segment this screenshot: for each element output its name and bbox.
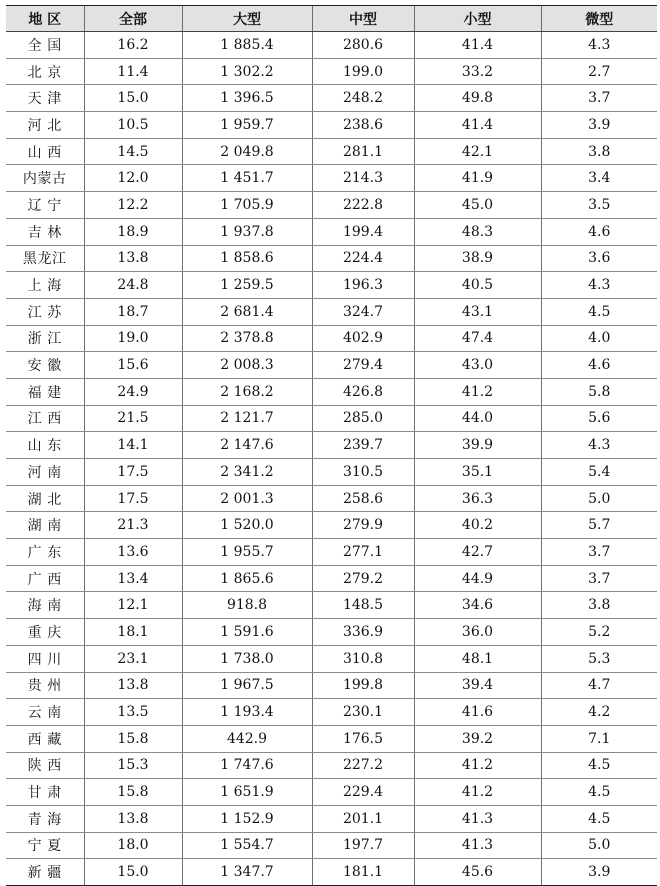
cell-region: 新 疆 [6, 859, 84, 886]
cell-all: 24.9 [84, 378, 182, 405]
table-row [6, 485, 657, 512]
cell-large: 2 147.6 [182, 432, 312, 459]
cell-large: 1 302.2 [182, 58, 312, 85]
cell-large: 1 967.5 [182, 672, 312, 699]
cell-medium: 196.3 [312, 272, 414, 299]
cell-medium: 238.6 [312, 112, 414, 139]
cell-medium: 227.2 [312, 752, 414, 779]
cell-all: 16.2 [84, 32, 182, 59]
cell-micro: 5.7 [541, 512, 657, 539]
cell-all: 18.9 [84, 218, 182, 245]
cell-micro: 4.5 [541, 805, 657, 832]
cell-region: 吉 林 [6, 218, 84, 245]
cell-large: 1 959.7 [182, 112, 312, 139]
table-row [6, 298, 657, 325]
cell-all: 15.0 [84, 85, 182, 112]
cell-micro: 4.3 [541, 432, 657, 459]
cell-small: 45.6 [414, 859, 541, 886]
cell-all: 17.5 [84, 485, 182, 512]
cell-region: 贵 州 [6, 672, 84, 699]
cell-medium: 310.5 [312, 459, 414, 486]
cell-large: 1 747.6 [182, 752, 312, 779]
cell-micro: 7.1 [541, 725, 657, 752]
cell-micro: 5.3 [541, 645, 657, 672]
cell-small: 44.0 [414, 405, 541, 432]
table-row [6, 112, 657, 139]
cell-region: 上 海 [6, 272, 84, 299]
cell-small: 40.5 [414, 272, 541, 299]
cell-all: 13.6 [84, 539, 182, 566]
cell-micro: 3.6 [541, 245, 657, 272]
cell-all: 15.6 [84, 352, 182, 379]
cell-region: 江 西 [6, 405, 84, 432]
cell-medium: 277.1 [312, 539, 414, 566]
cell-micro: 3.8 [541, 138, 657, 165]
cell-all: 13.8 [84, 245, 182, 272]
cell-small: 43.1 [414, 298, 541, 325]
cell-small: 33.2 [414, 58, 541, 85]
cell-region: 青 海 [6, 805, 84, 832]
table-row [6, 165, 657, 192]
cell-small: 39.2 [414, 725, 541, 752]
cell-medium: 148.5 [312, 592, 414, 619]
cell-region: 广 西 [6, 565, 84, 592]
cell-micro: 3.7 [541, 565, 657, 592]
cell-region: 广 东 [6, 539, 84, 566]
table-row [6, 565, 657, 592]
cell-all: 13.4 [84, 565, 182, 592]
cell-medium: 230.1 [312, 699, 414, 726]
cell-small: 42.7 [414, 539, 541, 566]
table-row [6, 512, 657, 539]
cell-region: 陕 西 [6, 752, 84, 779]
cell-medium: 199.8 [312, 672, 414, 699]
cell-small: 41.2 [414, 779, 541, 806]
cell-small: 35.1 [414, 459, 541, 486]
cell-small: 36.3 [414, 485, 541, 512]
cell-medium: 279.9 [312, 512, 414, 539]
cell-region: 重 庆 [6, 619, 84, 646]
cell-small: 41.2 [414, 378, 541, 405]
cell-region: 湖 北 [6, 485, 84, 512]
cell-micro: 4.5 [541, 779, 657, 806]
cell-large: 1 885.4 [182, 32, 312, 59]
cell-all: 21.5 [84, 405, 182, 432]
data-table-container [6, 5, 657, 882]
cell-medium: 248.2 [312, 85, 414, 112]
cell-region: 黑龙江 [6, 245, 84, 272]
header-medium: 中型 [312, 6, 414, 32]
cell-region: 湖 南 [6, 512, 84, 539]
cell-small: 38.9 [414, 245, 541, 272]
cell-micro: 2.7 [541, 58, 657, 85]
cell-large: 1 955.7 [182, 539, 312, 566]
cell-large: 2 341.2 [182, 459, 312, 486]
header-row [6, 6, 657, 32]
cell-micro: 4.5 [541, 298, 657, 325]
cell-region: 江 苏 [6, 298, 84, 325]
cell-large: 1 591.6 [182, 619, 312, 646]
cell-medium: 229.4 [312, 779, 414, 806]
table-row [6, 539, 657, 566]
cell-medium: 197.7 [312, 832, 414, 859]
cell-small: 41.3 [414, 832, 541, 859]
table-row [6, 405, 657, 432]
cell-medium: 181.1 [312, 859, 414, 886]
table-row [6, 245, 657, 272]
cell-small: 39.4 [414, 672, 541, 699]
cell-large: 2 121.7 [182, 405, 312, 432]
cell-all: 17.5 [84, 459, 182, 486]
cell-medium: 176.5 [312, 725, 414, 752]
cell-micro: 3.4 [541, 165, 657, 192]
cell-micro: 3.5 [541, 192, 657, 219]
cell-micro: 4.7 [541, 672, 657, 699]
table-row [6, 138, 657, 165]
cell-large: 1 937.8 [182, 218, 312, 245]
cell-medium: 199.0 [312, 58, 414, 85]
cell-micro: 4.6 [541, 352, 657, 379]
cell-large: 1 396.5 [182, 85, 312, 112]
cell-small: 42.1 [414, 138, 541, 165]
cell-region: 天 津 [6, 85, 84, 112]
cell-medium: 199.4 [312, 218, 414, 245]
cell-large: 2 681.4 [182, 298, 312, 325]
cell-all: 15.8 [84, 725, 182, 752]
cell-small: 48.3 [414, 218, 541, 245]
cell-medium: 426.8 [312, 378, 414, 405]
cell-small: 34.6 [414, 592, 541, 619]
table-row [6, 218, 657, 245]
cell-medium: 239.7 [312, 432, 414, 459]
header-micro: 微型 [541, 6, 657, 32]
cell-medium: 336.9 [312, 619, 414, 646]
table-row [6, 645, 657, 672]
cell-small: 44.9 [414, 565, 541, 592]
cell-medium: 258.6 [312, 485, 414, 512]
table-row [6, 85, 657, 112]
cell-large: 2 001.3 [182, 485, 312, 512]
cell-small: 41.4 [414, 32, 541, 59]
cell-large: 442.9 [182, 725, 312, 752]
cell-small: 45.0 [414, 192, 541, 219]
table-row [6, 58, 657, 85]
cell-small: 41.3 [414, 805, 541, 832]
table-row [6, 192, 657, 219]
cell-medium: 279.2 [312, 565, 414, 592]
cell-all: 14.5 [84, 138, 182, 165]
cell-small: 41.6 [414, 699, 541, 726]
cell-all: 12.1 [84, 592, 182, 619]
cell-micro: 5.2 [541, 619, 657, 646]
table-row [6, 592, 657, 619]
cell-all: 23.1 [84, 645, 182, 672]
cell-region: 山 东 [6, 432, 84, 459]
cell-medium: 214.3 [312, 165, 414, 192]
cell-large: 1 858.6 [182, 245, 312, 272]
cell-all: 13.5 [84, 699, 182, 726]
cell-large: 1 152.9 [182, 805, 312, 832]
cell-all: 18.0 [84, 832, 182, 859]
cell-region: 浙 江 [6, 325, 84, 352]
cell-large: 2 008.3 [182, 352, 312, 379]
cell-micro: 4.2 [541, 699, 657, 726]
header-region: 地 区 [6, 6, 84, 32]
cell-region: 河 北 [6, 112, 84, 139]
cell-large: 2 378.8 [182, 325, 312, 352]
cell-medium: 224.4 [312, 245, 414, 272]
cell-all: 13.8 [84, 805, 182, 832]
cell-small: 36.0 [414, 619, 541, 646]
table-row [6, 459, 657, 486]
cell-region: 福 建 [6, 378, 84, 405]
cell-medium: 281.1 [312, 138, 414, 165]
cell-micro: 5.4 [541, 459, 657, 486]
header-all: 全部 [84, 6, 182, 32]
table-row [6, 352, 657, 379]
cell-all: 19.0 [84, 325, 182, 352]
table-row [6, 725, 657, 752]
cell-all: 10.5 [84, 112, 182, 139]
cell-micro: 3.7 [541, 85, 657, 112]
cell-micro: 4.5 [541, 752, 657, 779]
cell-medium: 222.8 [312, 192, 414, 219]
cell-all: 12.2 [84, 192, 182, 219]
cell-region: 海 南 [6, 592, 84, 619]
cell-medium: 285.0 [312, 405, 414, 432]
cell-large: 1 738.0 [182, 645, 312, 672]
cell-small: 41.2 [414, 752, 541, 779]
header-large: 大型 [182, 6, 312, 32]
cell-region: 云 南 [6, 699, 84, 726]
cell-medium: 402.9 [312, 325, 414, 352]
cell-large: 1 865.6 [182, 565, 312, 592]
cell-region: 北 京 [6, 58, 84, 85]
table-row [6, 432, 657, 459]
cell-region: 全 国 [6, 32, 84, 59]
table-row [6, 805, 657, 832]
cell-micro: 5.6 [541, 405, 657, 432]
table-row [6, 832, 657, 859]
cell-all: 11.4 [84, 58, 182, 85]
cell-all: 15.3 [84, 752, 182, 779]
data-table [6, 5, 657, 886]
cell-large: 1 193.4 [182, 699, 312, 726]
cell-large: 1 651.9 [182, 779, 312, 806]
table-body [6, 32, 657, 886]
cell-micro: 5.0 [541, 485, 657, 512]
cell-large: 918.8 [182, 592, 312, 619]
table-header [6, 6, 657, 32]
table-row [6, 378, 657, 405]
cell-micro: 3.8 [541, 592, 657, 619]
cell-micro: 4.3 [541, 272, 657, 299]
cell-region: 宁 夏 [6, 832, 84, 859]
header-small: 小型 [414, 6, 541, 32]
cell-large: 1 259.5 [182, 272, 312, 299]
cell-micro: 3.9 [541, 112, 657, 139]
cell-micro: 4.0 [541, 325, 657, 352]
cell-medium: 279.4 [312, 352, 414, 379]
cell-small: 43.0 [414, 352, 541, 379]
table-row [6, 672, 657, 699]
table-row [6, 752, 657, 779]
cell-micro: 4.6 [541, 218, 657, 245]
cell-micro: 3.9 [541, 859, 657, 886]
cell-large: 1 554.7 [182, 832, 312, 859]
cell-region: 山 西 [6, 138, 84, 165]
cell-all: 13.8 [84, 672, 182, 699]
cell-micro: 4.3 [541, 32, 657, 59]
cell-large: 1 520.0 [182, 512, 312, 539]
table-row [6, 32, 657, 59]
cell-micro: 5.0 [541, 832, 657, 859]
table-row [6, 699, 657, 726]
cell-all: 18.1 [84, 619, 182, 646]
table-row [6, 272, 657, 299]
cell-region: 四 川 [6, 645, 84, 672]
cell-region: 安 徽 [6, 352, 84, 379]
cell-region: 内蒙古 [6, 165, 84, 192]
cell-region: 河 南 [6, 459, 84, 486]
cell-small: 48.1 [414, 645, 541, 672]
cell-small: 41.9 [414, 165, 541, 192]
cell-small: 49.8 [414, 85, 541, 112]
cell-all: 12.0 [84, 165, 182, 192]
cell-large: 1 347.7 [182, 859, 312, 886]
cell-medium: 324.7 [312, 298, 414, 325]
table-row [6, 619, 657, 646]
cell-region: 甘 肃 [6, 779, 84, 806]
table-row [6, 779, 657, 806]
cell-medium: 201.1 [312, 805, 414, 832]
cell-all: 24.8 [84, 272, 182, 299]
cell-region: 西 藏 [6, 725, 84, 752]
cell-large: 1 705.9 [182, 192, 312, 219]
cell-medium: 280.6 [312, 32, 414, 59]
cell-large: 1 451.7 [182, 165, 312, 192]
cell-all: 15.0 [84, 859, 182, 886]
cell-all: 18.7 [84, 298, 182, 325]
table-row [6, 325, 657, 352]
cell-all: 21.3 [84, 512, 182, 539]
cell-medium: 310.8 [312, 645, 414, 672]
cell-micro: 5.8 [541, 378, 657, 405]
cell-small: 39.9 [414, 432, 541, 459]
cell-all: 14.1 [84, 432, 182, 459]
cell-all: 15.8 [84, 779, 182, 806]
cell-small: 47.4 [414, 325, 541, 352]
cell-large: 2 049.8 [182, 138, 312, 165]
cell-large: 2 168.2 [182, 378, 312, 405]
cell-small: 41.4 [414, 112, 541, 139]
table-row [6, 859, 657, 886]
cell-region: 辽 宁 [6, 192, 84, 219]
cell-micro: 3.7 [541, 539, 657, 566]
cell-small: 40.2 [414, 512, 541, 539]
